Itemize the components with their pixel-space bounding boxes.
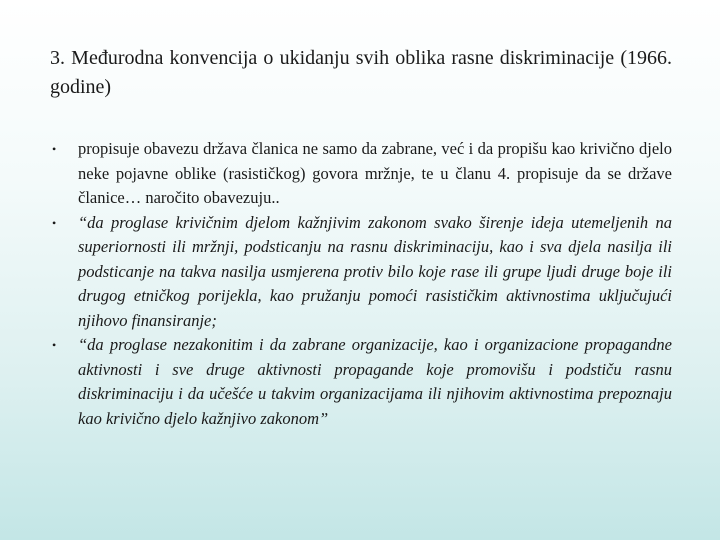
bullet-text: “da proglase nezakonitim i da zabrane organizacije, kao i organizacione propagandne aktivnosti i sve druge aktivnosti propagande koje promovišu i podstiču rasnu diskriminaciju i da učešće u takvim organizacijama ili njihovim aktivnostima prepoznaju kao krivično djelo kažnjivo zakonom”: [78, 335, 672, 428]
bullet-icon: •: [52, 142, 57, 156]
bullet-list: [52, 137, 672, 431]
bullet-icon: •: [52, 338, 57, 352]
slide-title: 3. Međurodna konvencija o ukidanju svih oblika rasne diskriminacije (1966. godine): [50, 47, 672, 98]
bullet-item-quote-organizations: [52, 333, 672, 431]
bullet-item-obligation: [52, 137, 672, 211]
bullet-item-quote-criminal-offence: [52, 211, 672, 334]
bullet-text: propisuje obavezu država članica ne samo da zabrane, već i da propišu kao krivično djelo neke pojavne oblike (rasističkog) govora mržnje, te u članu 4. propisuje da se države članice… naročito obavezuju..: [78, 139, 672, 207]
bullet-icon: •: [52, 215, 57, 230]
bullet-text: “da proglase krivičnim djelom kažnjivim zakonom svako širenje ideja utemeljenih na superiornosti ili mržnji, podsticanju na rasnu diskriminaciju, kao i sva djela nasilja ili podsticanje na takva nasilja usmjerena protiv bilo koje rase ili grupe ljudi druge boje ili drugog etničkog porijekla, kao pružanju pomoći rasističkim aktivnostima uključujući njihovo finansiranje;: [78, 212, 672, 330]
